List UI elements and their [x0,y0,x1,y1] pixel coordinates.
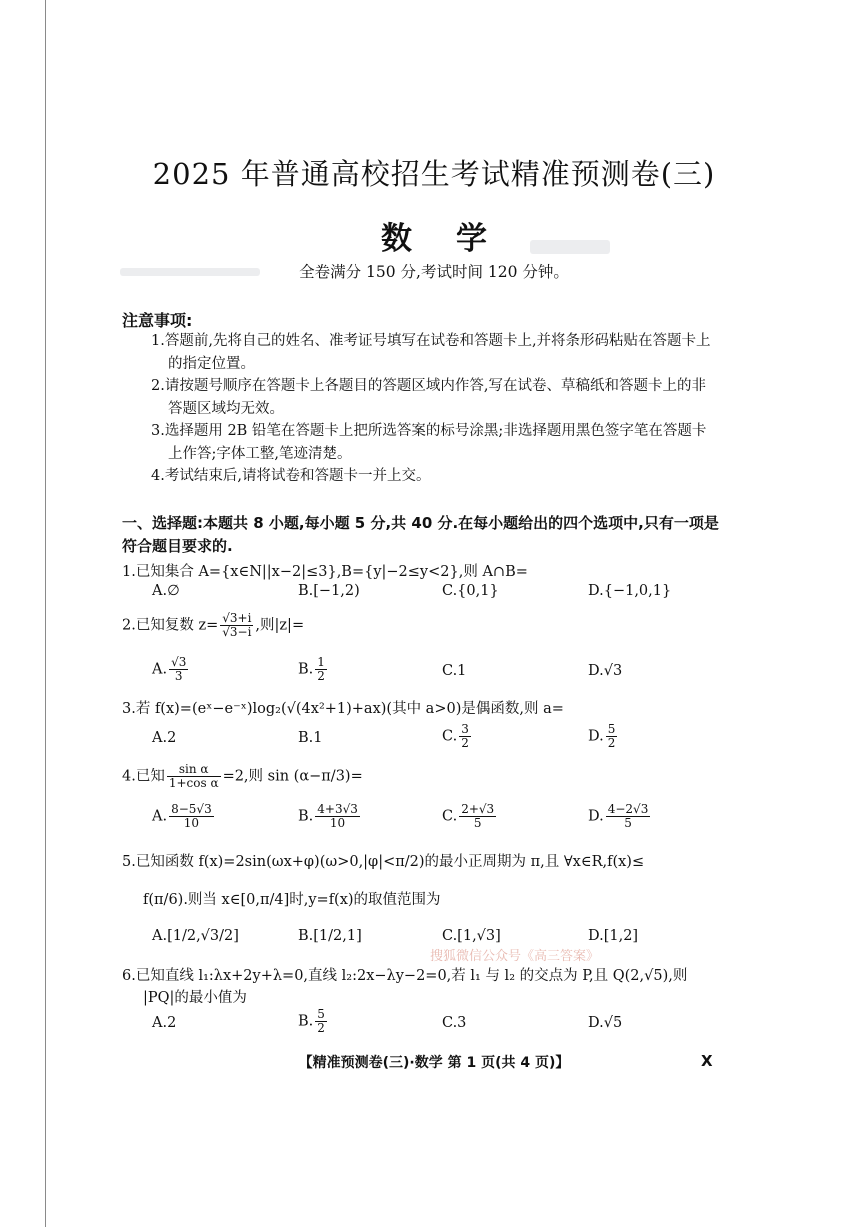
note-text-cont: 上作答;字体工整,笔迹清楚。 [168,445,352,462]
q1-option-b: B.[−1,2) [298,583,360,599]
question-3-stem: 3.若 f(x)=(eˣ−e⁻ˣ)log₂(√(4x²+1)+ax)(其中 a>0)是偶函数,则 a= [122,701,564,717]
q1-option-a: A.∅ [152,583,180,599]
numerator: sin α [167,763,221,777]
q5-option-b: B.[1/2,1] [298,928,362,944]
question-4-stem [122,763,363,790]
q3-option-a: A.2 [152,730,177,746]
numerator: 3 [461,722,469,736]
q2-option-b [298,656,329,683]
denominator: 2 [461,736,469,750]
numerator: 5 [607,722,616,736]
q4-text: 4.已知 [122,768,165,785]
question-2-stem [122,612,304,639]
option-fraction [315,803,360,830]
q4-fraction [167,763,221,790]
note-item [151,420,721,465]
denominator: 5 [624,816,632,830]
note-text-cont: 的指定位置。 [168,355,255,372]
question-6-line2: |PQ|的最小值为 [143,990,247,1006]
q6-option-c: C.3 [442,1015,467,1031]
q2-text: ,则|z|= [255,617,305,634]
q1-option-d: D.{−1,0,1} [588,583,672,599]
note-text: 4.考试结束后,请将试卷和答题卡一并上交。 [151,468,431,484]
q6-option-d: D.√5 [588,1015,623,1031]
numerator: √3+i [222,611,252,625]
denominator: 2 [317,1021,325,1035]
q5-option-d: D.[1,2] [588,928,639,944]
q4-option-b [298,803,362,830]
q6-option-a: A.2 [152,1015,177,1031]
note-text: 3.选择题用 2B 铅笔在答题卡上把所选答案的标号涂黑;非选择题用黑色签字笔在答题卡 [151,423,707,439]
numerator: √3 [171,655,187,669]
option-fraction [459,803,496,830]
note-text: 1.答题前,先将自己的姓名、准考证号填写在试卷和答题卡上,并将条形码粘贴在答题卡上 [151,333,711,349]
question-1-stem: 1.已知集合 A={x∈N||x−2|≤3},B={y|−2≤y<2},则 A∩B= [122,564,528,580]
denominator: 3 [174,669,183,683]
watermark-text: 搜狐微信公众号《高三答案》 [430,949,600,964]
option-label: B. [298,1013,314,1030]
denominator: 10 [329,816,346,830]
option-label: B. [298,661,314,678]
option-label: D. [588,728,604,745]
notes-title: 注意事项: [122,311,193,330]
q4-text: =2,则 sin (α−π/3)= [222,768,363,785]
note-item [151,330,721,375]
option-label: D. [588,808,604,825]
notes-list [151,330,721,488]
q3-option-d [588,723,619,750]
q5-option-a: A.[1/2,√3/2] [152,928,239,944]
q2-option-a [152,656,190,683]
option-label: A. [152,661,168,678]
option-fraction [606,723,618,750]
denominator: 2 [607,736,616,750]
numerator: 4+3√3 [317,802,358,816]
question-5-line1: 5.已知函数 f(x)=2sin(ωx+φ)(ω>0,|φ|<π/2)的最小正周期为 π,且 ∀x∈R,f(x)≤ [122,854,645,870]
q5-option-c: C.[1,√3] [442,928,501,944]
q4-option-d [588,803,652,830]
q4-option-c [442,803,498,830]
option-fraction [315,656,327,683]
option-fraction [169,656,188,683]
numerator: 8−5√3 [171,802,212,816]
q2-option-d: D.√3 [588,663,623,679]
numerator: 1 [317,655,325,669]
option-fraction [606,803,651,830]
option-label: B. [298,808,314,825]
q4-option-a [152,803,216,830]
option-fraction [315,1008,327,1035]
numerator: 2+√3 [461,802,495,816]
option-label: C. [442,728,458,745]
note-text: 2.请按题号顺序在答题卡上各题目的答题区域内作答,写在试卷、草稿纸和答题卡上的非 [151,378,706,394]
question-5-line2: f(π/6).则当 x∈[0,π/4]时,y=f(x)的取值范围为 [143,892,441,908]
note-item [151,375,721,420]
subject-heading: 数学 [381,221,531,257]
note-text-cont: 答题区域均无效。 [168,400,284,417]
q3-option-c [442,723,473,750]
q2-text: 2.已知复数 z= [122,617,219,634]
option-fraction [169,803,214,830]
option-label: A. [152,808,168,825]
footer-mark: X [701,1052,713,1070]
question-6-line1: 6.已知直线 l₁:λx+2y+λ=0,直线 l₂:2x−λy−2=0,若 l₁ 与 l₂ 的交点为 P,且 Q(2,√5),则 [122,968,688,984]
q1-option-c: C.{0,1} [442,583,499,599]
denominator: 2 [317,669,325,683]
exam-title: 2025 年普通高校招生考试精准预测卷(三) [152,157,716,191]
option-fraction [459,723,471,750]
denominator: √3−i [222,625,252,639]
section-heading: 一、选择题:本题共 8 小题,每小题 5 分,共 40 分.在每小题给出的四个选项中,只有一项是符合题目要求的. [122,514,719,555]
q2-fraction [220,612,253,639]
denominator: 10 [183,816,200,830]
denominator: 1+cos α [168,776,219,790]
score-info: 全卷满分 150 分,考试时间 120 分钟。 [299,263,569,281]
page-footer: 【精准预测卷(三)·数学 第 1 页(共 4 页)】 [298,1055,570,1071]
numerator: 4−2√3 [607,802,649,816]
q3-option-b: B.1 [298,730,323,746]
denominator: 5 [473,816,482,830]
q2-option-c: C.1 [442,663,467,679]
option-label: C. [442,808,458,825]
q6-option-b [298,1008,329,1035]
note-item [151,465,721,488]
numerator: 5 [317,1007,325,1021]
